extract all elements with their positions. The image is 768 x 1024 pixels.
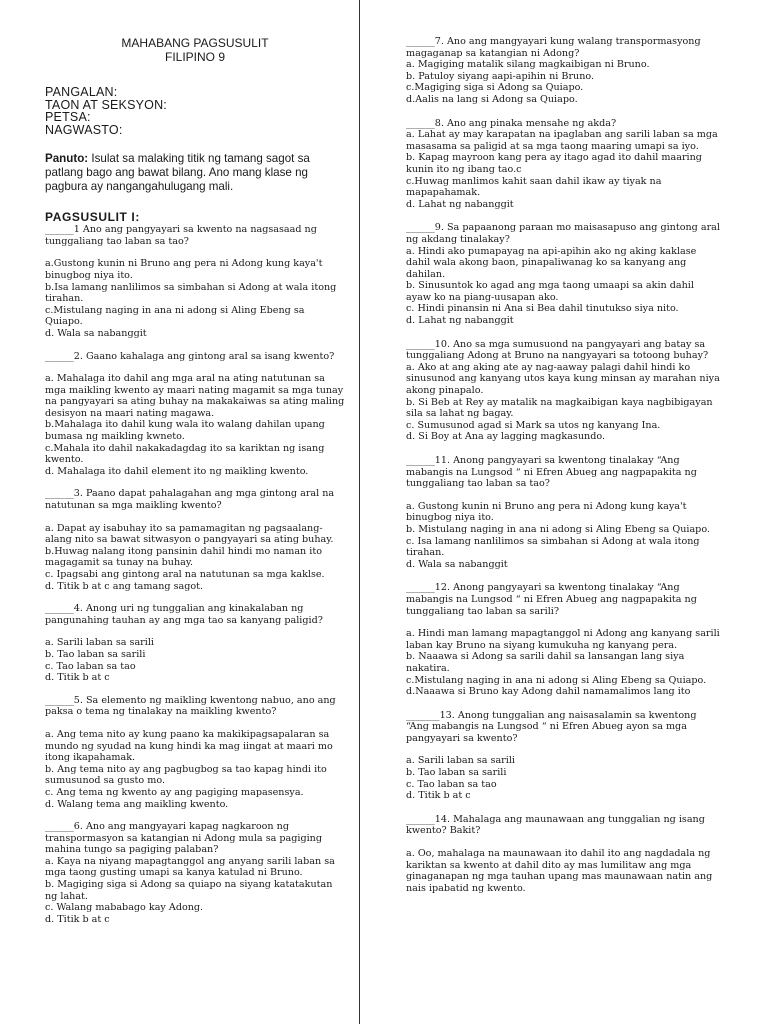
- answer-options: [406, 246, 722, 327]
- answer-option: c. Tao laban sa tao: [406, 778, 497, 790]
- question-item: [45, 488, 345, 592]
- answer-option: b. Magiging siga si Adong sa quiapo na siyang katatakutan ng lahat.: [45, 879, 333, 902]
- answer-option: c.Huwag manlimos kahit saan dahil ikaw ay tiyak na mapapahamak.: [406, 175, 662, 199]
- answer-options: [406, 129, 722, 210]
- answer-options: [45, 729, 345, 810]
- column-divider: [359, 0, 360, 1024]
- question-spacer: [45, 362, 345, 373]
- answer-options: [406, 59, 722, 105]
- question-stem: ______10. Ano sa mga sumusuond na pangyayari ang batay sa tunggaliang Adong at Bruno na nangyayari sa totoong buhay?: [406, 338, 709, 362]
- question-spacer: [406, 617, 722, 628]
- answer-options: [406, 362, 722, 443]
- question-spacer: [45, 247, 345, 258]
- question-spacer: [45, 718, 345, 729]
- exam-subject: FILIPINO 9: [164, 50, 226, 64]
- answer-options: [45, 373, 345, 477]
- answer-options: [45, 258, 345, 339]
- answer-options: [406, 755, 722, 801]
- answer-option: b. Tao laban sa sarili: [45, 648, 146, 660]
- field-year-section: TAON AT SEKSYON:: [45, 97, 167, 112]
- answer-option: d.Naaawa si Bruno kay Adong dahil namamalimos lang ito: [406, 686, 691, 698]
- answer-option: d. Si Boy at Ana ay lagging magkasundo.: [406, 431, 605, 443]
- question-spacer: [406, 837, 722, 848]
- answer-option: c. Ang tema ng kwento ay ang pagiging mapasensya.: [45, 786, 304, 798]
- answer-option: d. Titik b at c ang tamang sagot.: [45, 580, 204, 592]
- answer-option: b. Kapag mayroon kang pera ay itago agad ito dahil maaring kunin ito ng ibang tao.c: [406, 152, 702, 175]
- answer-option: d. Titik b at c: [45, 672, 110, 684]
- answer-options: [45, 856, 345, 926]
- question-stem: ______3. Paano dapat pahalagahan ang mga gintong aral na natutunan sa mga maikling kwento?: [45, 488, 335, 512]
- question-stem: ______11. Anong pangyayari sa kwentong tinalakay “Ang mabangis na Lungsod “ ni Efren Abueg ang nagpapakita ng tunggaliang tao laban sa tao?: [406, 455, 697, 490]
- answer-option: c. Ipagsabi ang gintong aral na natutunan sa mga kaklse.: [45, 569, 325, 580]
- right-question-list: [406, 36, 722, 894]
- answer-option: d. Wala sa nabanggit: [406, 558, 508, 570]
- field-name: PANGALAN:: [45, 85, 118, 99]
- answer-option: a.Gustong kunin ni Bruno ang pera ni Adong kung kaya't binugbog niya ito.: [45, 258, 323, 281]
- answer-option: b.Mahalaga ito dahil kung wala ito walang dahilan upang bumasa ng maikling kwneto.: [45, 419, 325, 443]
- exam-title: MAHABANG PAGSUSULIT: [121, 36, 269, 50]
- answer-option: a. Gustong kunin ni Bruno ang pera ni Adong kung kaya't binugbog niya ito.: [406, 500, 687, 524]
- instructions: [45, 152, 345, 193]
- answer-option: b. Tao laban sa sarili: [406, 767, 507, 779]
- question-item: [406, 582, 722, 697]
- question-stem: ______4. Anong uri ng tunggalian ang kinakalaban ng pangunahing tauhan ay ang mga tao sa kanyang paligid?: [45, 603, 323, 626]
- question-spacer: [406, 490, 722, 501]
- question-stem: ______6. Ano ang mangyayari kapag nagkaroon ng transpormasyon sa katangian ni Adong mula sa pagiging mahina tungo sa pagiging palaban?: [45, 821, 322, 856]
- answer-option: b. Ang tema nito ay ang pagbugbog sa tao kapag hindi ito sumusunod sa gusto mo.: [45, 763, 327, 787]
- question-item: [406, 710, 722, 802]
- answer-option: a. Mahalaga ito dahil ang mga aral na ating natutunan sa mga maikling kwento ay maari nating magamit sa mga tunay na pangyayari sa ating buhay na makakaiwas sa ating maling desisyon na maari nating magawa.: [45, 373, 345, 419]
- question-spacer: [45, 626, 345, 637]
- answer-option: b. Sinusuntok ko agad ang mga taong umaapi sa akin dahil ayaw ko na piang-uusapan ako.: [406, 280, 694, 303]
- answer-option: b. Patuloy siyang aapi-apihin ni Bruno.: [406, 70, 595, 82]
- answer-option: d. Walang tema ang maikling kwento.: [45, 798, 229, 810]
- answer-options: [406, 501, 722, 571]
- answer-option: d. Lahat ng nabanggit: [406, 198, 514, 210]
- question-item: [45, 695, 345, 810]
- answer-options: [406, 628, 722, 698]
- answer-option: c. Tao laban sa tao: [45, 660, 136, 672]
- answer-option: c.Mistulang naging in ana ni adong si Aling Ebeng sa Quiapo.: [45, 304, 305, 328]
- answer-option: c. Hindi pinansin ni Ana si Bea dahil tinutukso siya nito.: [406, 303, 679, 315]
- answer-option: b. Si Beb at Rey ay matalik na magkaibigan kaya nagbibigayan sila sa lahat ng bagay.: [406, 396, 713, 420]
- question-stem: ______14. Mahalaga ang maunawaan ang tunggalian ng isang kwento? Bakit?: [406, 813, 705, 837]
- question-item: [406, 118, 722, 211]
- question-item: [406, 222, 722, 326]
- answer-option: b.Huwag nalang itong pansinin dahil hindi mo naman ito magagamit sa tunay na buhay.: [45, 545, 322, 569]
- answer-option: d. Mahalaga ito dahil element ito ng maikling kwento.: [45, 465, 309, 477]
- question-stem: ______9. Sa papaanong paraan mo maisasapuso ang gintong aral ng akdang tinalakay?: [406, 222, 720, 245]
- question-stem: ______7. Ano ang mangyayari kung walang transpormasyong magaganap sa katangian ni Adong?: [406, 36, 701, 59]
- answer-option: a. Ako at ang aking ate ay nag-aaway palagi dahil hindi ko sinusunod ang kanyang utos kaya kung minsan ay marahan niya akong pinapalo.: [406, 361, 720, 397]
- answer-option: a. Hindi ako pumapayag na api-apihin ako ng aking kaklase dahil wala akong baon, pinapaliwanag ko sa kanyang ang dahilan.: [406, 245, 697, 280]
- answer-options: [406, 848, 722, 894]
- question-item: [406, 339, 722, 443]
- answer-option: d. Titik b at c: [406, 790, 471, 802]
- answer-option: b.Isa lamang nanlilimos sa simbahan si Adong at wala itong tirahan.: [45, 281, 337, 305]
- question-spacer: [406, 744, 722, 755]
- answer-option: a. Oo, mahalaga na maunawaan ito dahil ito ang nagdadala ng kariktan sa kwento at dahil dito ay mas lumilitaw ang mga ginaganapan ng mga tauhan upang mas maunawaan natin ang nais ipabatid ng kwento.: [406, 848, 713, 894]
- field-checker: NAGWASTO:: [45, 122, 123, 137]
- question-stem: ______5. Sa elemento ng maikling kwentong nabuo, ano ang paksa o tema ng tinalakay na maikling kwento?: [45, 694, 336, 718]
- instructions-text: Isulat sa malaking titik ng tamang sagot sa patlang bago ang bawat bilang. Ano mang klase ng pagbura ay nangangahulugang mali.: [45, 152, 310, 193]
- question-item: [45, 603, 345, 684]
- field-date: PETSA:: [45, 110, 91, 125]
- question-item: [406, 36, 722, 106]
- question-item: [45, 821, 345, 925]
- answer-option: c. Sumusunod agad si Mark sa utos ng kanyang Ina.: [406, 419, 661, 431]
- question-item: [406, 455, 722, 570]
- answer-option: a. Sarili laban sa sarili: [406, 755, 515, 767]
- answer-options: [45, 637, 345, 683]
- answer-option: c.Magiging siga si Adong sa Quiapo.: [406, 82, 584, 94]
- section-title: PAGSUSULIT I:: [45, 210, 140, 225]
- answer-option: a. Ang tema nito ay kung paano ka makikipagsapalaran sa mundo ng syudad na kung hindi ka mag iingat at maari mo itong ikapahamak.: [45, 728, 333, 764]
- answer-option: d. Lahat ng nabanggit: [406, 315, 514, 327]
- question-item: [406, 814, 722, 895]
- answer-option: a. Hindi man lamang mapagtanggol ni Adong ang kanyang sarili laban kay Bruno na siyang kumukuha ng kanyang pera.: [406, 628, 720, 651]
- question-stem: ______8. Ano ang pinaka mensahe ng akda?: [406, 117, 617, 129]
- answer-option: b. Naaawa si Adong sa sarili dahil sa lansangan lang siya nakatira.: [406, 651, 685, 674]
- question-item: [45, 224, 345, 339]
- question-stem: _______13. Anong tunggalian ang naisasalamin sa kwentong “Ang mabangis na Lungsod “ ni Efren Abueg ayon sa mga pangyayari sa kwento?: [406, 709, 697, 744]
- answer-option: a. Dapat ay isabuhay ito sa pamamagitan ng pagsaalang-alang nito sa bawat sitwasyon o pangyayari sa ating buhay.: [45, 522, 334, 546]
- question-spacer: [45, 512, 345, 523]
- answer-option: a. Kaya na niyang mapagtanggol ang anyang sarili laban sa mga taong gusting umapi sa kanya katulad ni Bruno.: [45, 855, 335, 879]
- answer-option: c. Isa lamang nanlilimos sa simbahan si Adong at wala itong tirahan.: [406, 535, 700, 559]
- left-question-list: [45, 224, 345, 925]
- question-stem: ______2. Gaano kahalaga ang gintong aral sa isang kwento?: [45, 350, 335, 362]
- answer-option: c.Mistulang naging in ana ni adong si Aling Ebeng sa Quiapo.: [406, 674, 707, 686]
- answer-option: a. Sarili laban sa sarili: [45, 637, 154, 649]
- answer-option: c. Walang mababago kay Adong.: [45, 902, 204, 914]
- answer-option: a. Magiging matalik silang magkaibigan ni Bruno.: [406, 59, 650, 71]
- question-stem: ______12. Anong pangyayari sa kwentong tinalakay “Ang mabangis na Lungsod “ ni Efren Abueg ang nagpapakita ng tunggaliang tao laban sa sarili?: [406, 582, 697, 617]
- answer-option: b. Mistulang naging in ana ni adong si Aling Ebeng sa Quiapo.: [406, 523, 710, 535]
- answer-option: d. Wala sa nabanggit: [45, 327, 147, 339]
- question-item: [45, 351, 345, 478]
- answer-option: c.Mahala ito dahil nakakadagdag ito sa kariktan ng isang kwento.: [45, 442, 325, 466]
- student-fields: [45, 86, 345, 136]
- left-column: [45, 36, 345, 925]
- answer-option: a. Lahat ay may karapatan na ipaglaban ang sarili laban sa mga masasama sa paligid at sa mga taong maaring umapi sa iyo.: [406, 129, 718, 152]
- right-column: [406, 36, 722, 894]
- answer-option: d.Aalis na lang si Adong sa Quiapo.: [406, 93, 578, 105]
- answer-options: [45, 523, 345, 593]
- answer-option: d. Titik b at c: [45, 913, 110, 925]
- instructions-label: Panuto:: [45, 152, 89, 166]
- question-stem: ______1 Ano ang pangyayari sa kwento na nagsasaad ng tunggaliang tao laban sa tao?: [45, 224, 317, 247]
